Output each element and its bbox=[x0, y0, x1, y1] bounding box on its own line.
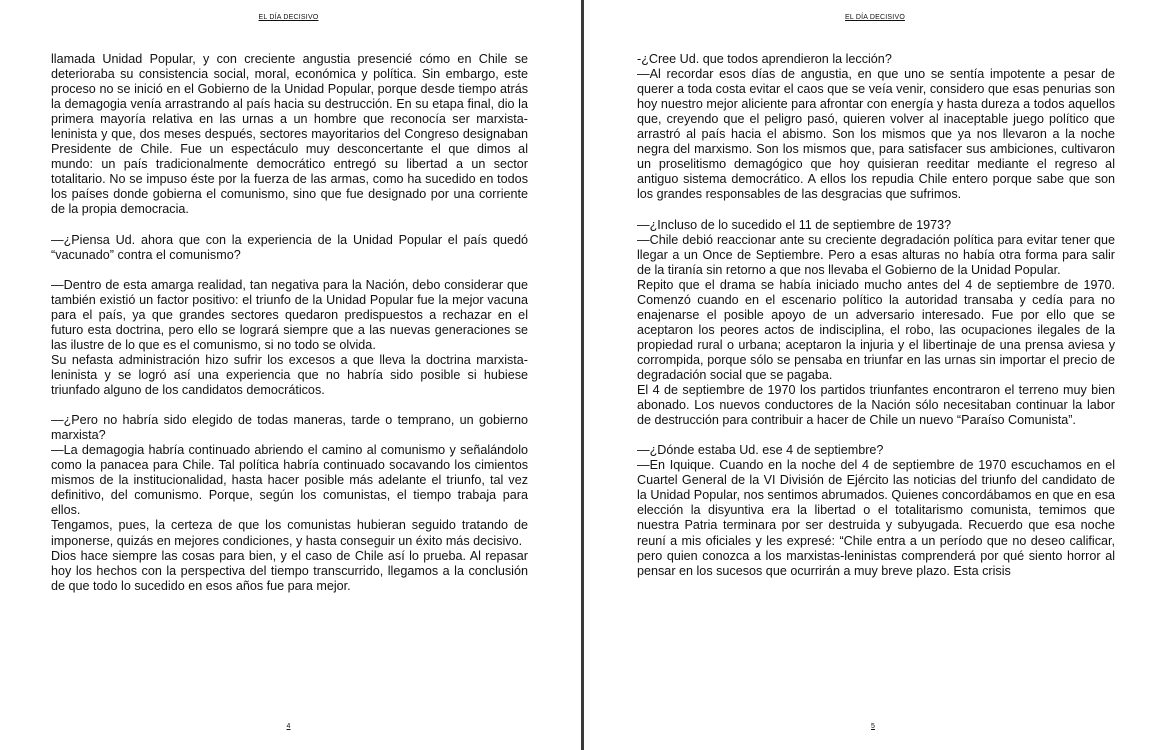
paragraph: —¿Incluso de lo sucedido el 11 de septiembre de 1973? bbox=[637, 217, 952, 232]
paragraph: llamada Unidad Popular, y con creciente angustia presencié cómo en Chile se deterioraba su consistencia social, moral, económica y política. Sin embargo, este proceso no se inició en el Gobierno de la Unidad Popular, porque desde tiempo atrás la demagogia venía arrastrando al país hacia su destrucción. En su etapa final, dio la primera mayoría relativa en las urnas a un hombre que reconocía ser marxista-leninista y que, dos meses después, sectores mayoritarios del Congreso designaban Presidente de Chile. Fue un espectáculo muy desconcertante el que dimos al mundo: un país tradicionalmente democrático entregó su libertad a un sector totalitario. No se impuso éste por la fuerza de las armas, como ha sucedido en todos los países donde gobierna el comunismo, sino que fue designado por una corriente de la propia democracia. bbox=[51, 52, 528, 217]
left-page-body bbox=[51, 52, 528, 594]
paragraph: —La demagogia habría continuado abriendo el camino al comunismo y señalándolo como la panacea para Chile. Tal política habría continuado socavando los cimientos mismos de la institucionalidad, hasta hacer posible más adelante el triunfo, tal vez definitivo, del comunismo. Porque, según los comunistas, el tiempo trabaja para ellos. bbox=[51, 443, 528, 518]
paragraph: —Al recordar esos días de angustia, en que uno se sentía impotente a pesar de querer a toda costa evitar el caos que se veía venir, considero que esas penurias son hoy nuestro mejor aliciente para afrontar con energía y hasta dureza a todos aquellos que, creyendo que el peligro pasó, quieren volver al inaceptable juego político que arrastró al país hacia el abismo. Son los mismos que ya nos llevaron a la noche negra del marxismo. Son los mismos que, para satisfacer sus ambiciones, cultivaron un proselitismo demagógico que hoy quisieran reeditar mediante el regreso al antiguo sistema democrático. A ellos los repudia Chile entero porque sabe que son los grandes responsables de las desgracias que sufrimos. bbox=[637, 67, 1115, 202]
paragraph: —¿Pero no habría sido elegido de todas maneras, tarde o temprano, un gobierno marxista? bbox=[51, 413, 528, 443]
page-header: EL DÍA DECISIVO bbox=[258, 14, 319, 21]
paragraph: —¿Piensa Ud. ahora que con la experiencia de la Unidad Popular el país quedó “vacunado” contra el comunismo? bbox=[51, 232, 528, 262]
paragraph: Dios hace siempre las cosas para bien, y el caso de Chile así lo prueba. Al repasar hoy los hechos con la perspectiva del tiempo transcurrido, llegamos a la conclusión de que todo lo sucedido en esos años fue para mejor. bbox=[51, 548, 528, 593]
paragraph: El 4 de septiembre de 1970 los partidos triunfantes encontraron el terreno muy bien abonado. Los nuevos conductores de la Nación sólo necesitaban continuar la labor de destrucción para contribuir a hacer de Chile un nuevo “Paraíso Comunista”. bbox=[637, 383, 1115, 428]
paragraph: —¿Dónde estaba Ud. ese 4 de septiembre? bbox=[637, 443, 884, 458]
left-page bbox=[0, 0, 581, 750]
page-header: EL DÍA DECISIVO bbox=[845, 14, 905, 21]
right-page bbox=[584, 0, 1166, 750]
paragraph: -¿Cree Ud. que todos aprendieron la lección? bbox=[637, 52, 892, 66]
page-number: 4 bbox=[286, 723, 291, 730]
paragraph: —En Iquique. Cuando en la noche del 4 de septiembre de 1970 escuchamos en el Cuartel General de la VI División de Ejército las noticias del triunfo del candidato de la Unidad Popular, nos sentimos abrumados. Quienes concordábamos en que en esa elección la disyuntiva era la libertad o el totalitarismo comunista, temimos que nuestra Patria terminara por ser destruida y subyugada. Recuerdo que esa noche reuní a mis oficiales y les expresé: “Chile entra a un período que no deseo calificar, pero quien conozca a los marxistas-leninistas comprenderá por qué siento horror al pensar en los sucesos que ocurrirán a muy breve plazo. Esta crisis bbox=[637, 458, 1115, 578]
paragraph: Repito que el drama se había iniciado mucho antes del 4 de septiembre de 1970. Comenzó cuando en el escenario político la autoridad transaba y cedía para no enajenarse el posible apoyo de un adversario interesado. Fue por ello que se aceptaron los peores actos de indisciplina, el robo, las ocupaciones ilegales de la propiedad rural o urbana; aceptaron la injuria y el libertinaje de una prensa aviesa y corrompida, porque sólo se pensaba en triunfar en las urnas sin importar el precio de degradación social que se pagaba. bbox=[637, 277, 1115, 382]
paragraph: —Dentro de esta amarga realidad, tan negativa para la Nación, debo considerar que también existió un factor positivo: el triunfo de la Unidad Popular fue la mejor vacuna para el país, ya que grandes sectores quedaron predispuestos a rechazar en el futuro esta doctrina, pero ello se logrará siempre que a las nuevas generaciones se las ilustre de lo que es el comunismo, si no todo se olvida. bbox=[51, 277, 528, 352]
right-page-body bbox=[637, 52, 1115, 579]
page-number: 5 bbox=[871, 723, 875, 730]
paragraph: Tengamos, pues, la certeza de que los comunistas hubieran seguido tratando de imponerse, quizás en mejores condiciones, y hasta conseguir un éxito más decisivo. bbox=[51, 518, 528, 548]
paragraph: —Chile debió reaccionar ante su creciente degradación política para evitar tener que llegar a un Once de Septiembre. Pero a esas alturas no había otra forma para salir de la tiranía sin retorno a que nos llevaba el Gobierno de la Unidad Popular. bbox=[637, 232, 1115, 277]
paragraph: Su nefasta administración hizo sufrir los excesos a que lleva la doctrina marxista-leninista y se logró así una experiencia que no habría sido posible si hubiese triunfado alguno de los candidatos democráticos. bbox=[51, 352, 528, 398]
